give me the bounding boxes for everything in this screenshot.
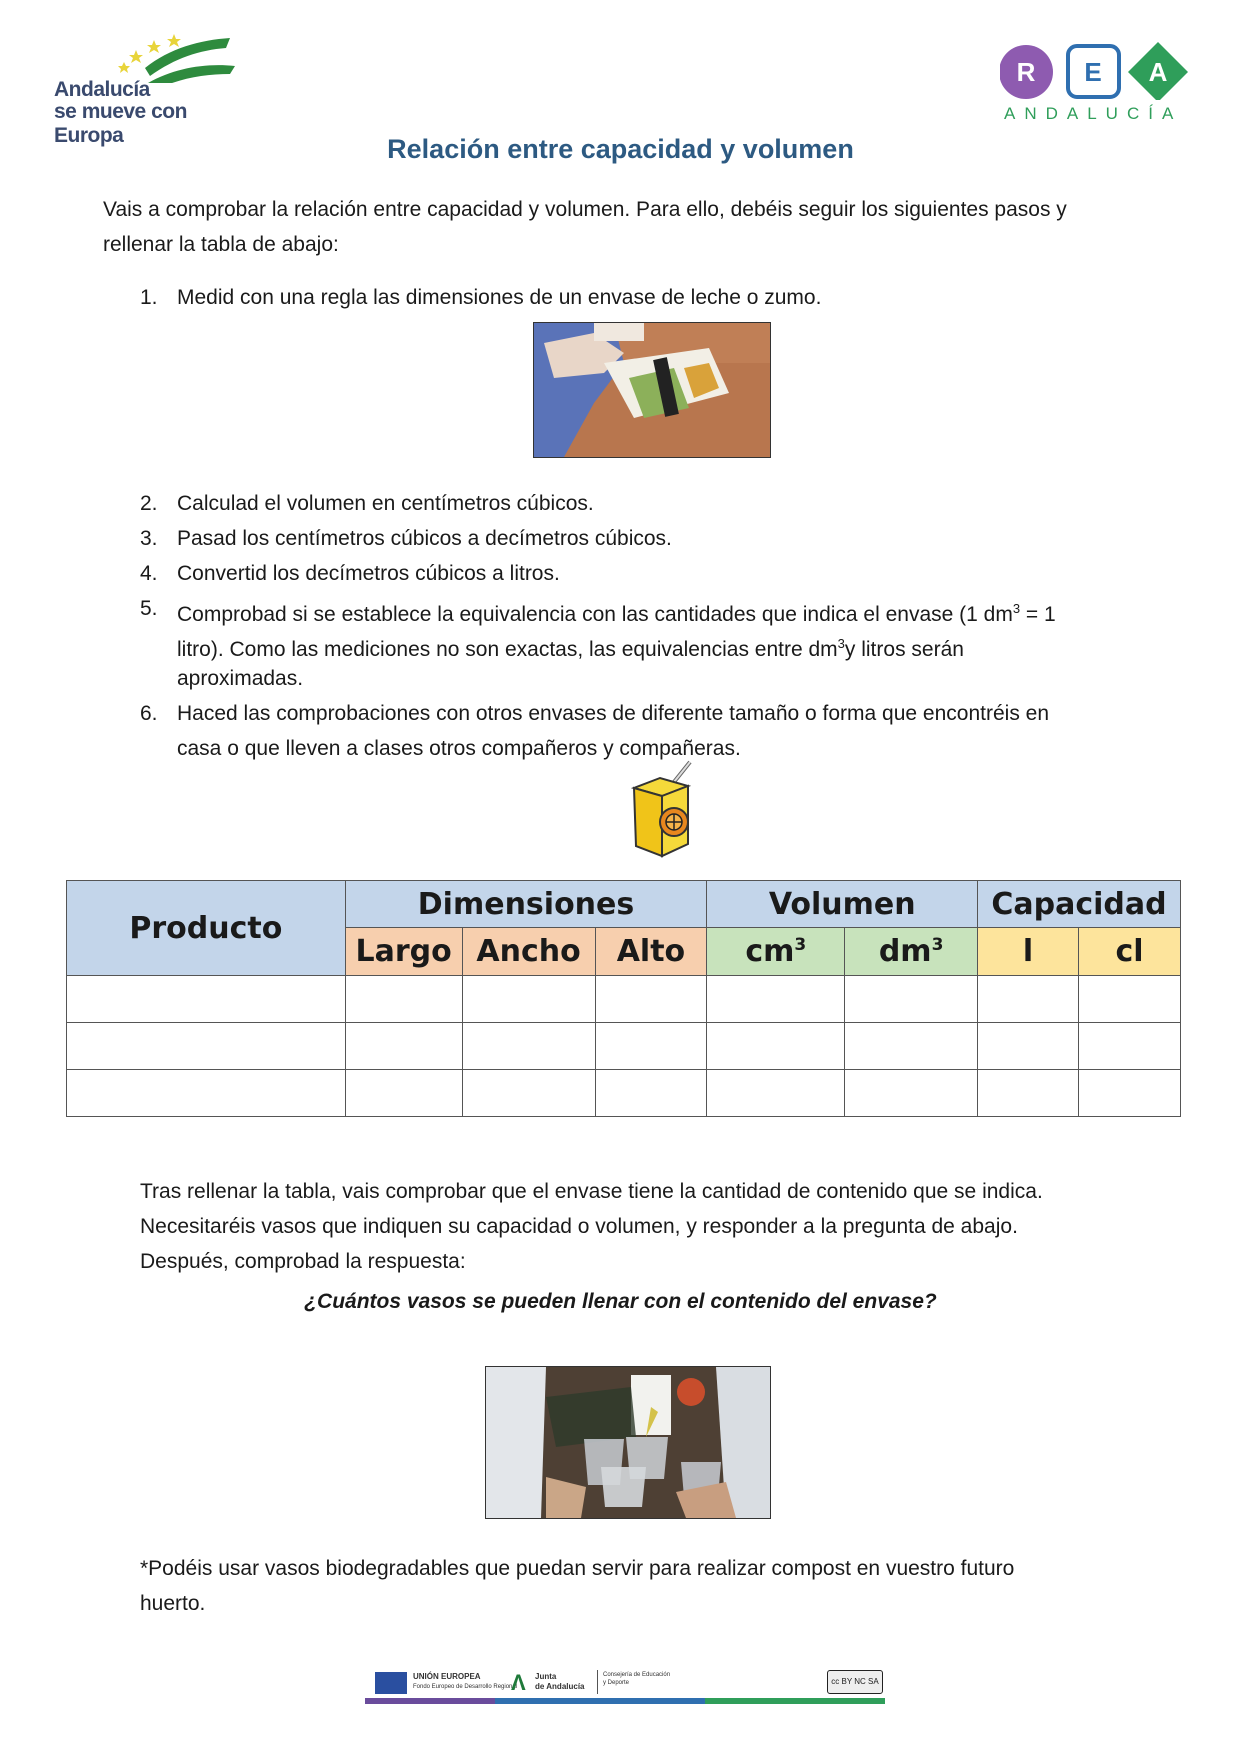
table-cell[interactable] [845,1070,978,1117]
step-number: 2. [140,492,158,515]
stars-stripes-icon [50,28,240,83]
header-capacidad: Capacidad [978,881,1181,928]
superscript-3: 3 [837,636,845,651]
step-2 [140,486,1140,521]
intro-line-2: rellenar la tabla de abajo: [103,233,339,256]
table-cell[interactable] [978,1023,1079,1070]
step-text: Convertid los decímetros cúbicos a litros. [177,562,560,585]
table-row [67,976,1181,1023]
step-1 [140,280,1140,315]
table-cell[interactable] [978,1070,1079,1117]
andalucia-europa-logo [50,28,240,147]
logo-text-andalucia: Andalucía [54,78,150,101]
rea-andalucia-logo [1000,40,1200,130]
header-dm3 [845,928,978,976]
step-number: 4. [140,562,158,585]
table-cell[interactable] [707,1023,845,1070]
junta-text-2: de Andalucía [535,1682,585,1691]
table-cell[interactable] [67,1023,346,1070]
table-cell[interactable] [595,976,707,1023]
step-number: 6. [140,702,158,725]
footer-bar-purple [365,1698,495,1704]
rea-letter-a: A [1148,57,1168,87]
table-cell[interactable] [707,1070,845,1117]
step-number: 3. [140,527,158,550]
footer-bar-blue [495,1698,705,1704]
after-line-1: Tras rellenar la tabla, vais comprobar que el envase tiene la cantidad de contenido que se indica. [140,1180,1043,1203]
table-cell[interactable] [345,1070,462,1117]
superscript-3: 3 [931,935,944,955]
table-cell[interactable] [595,1023,707,1070]
step-6-line-2: casa o que lleven a clases otros compañeros y compañeras. [177,737,741,760]
step-text: Calculad el volumen en centímetros cúbicos. [177,492,594,515]
unit-dm: dm [878,934,932,969]
step-5-line-3: aproximadas. [177,667,304,690]
consejeria-text: Consejería de Educación [603,1672,671,1678]
eu-subtitle: Fondo Europeo de Desarrollo Regional [413,1684,518,1690]
superscript-3: 3 [1012,601,1021,616]
step-4 [140,556,1140,591]
step-6-line-1: Haced las comprobaciones con otros envases de diferente tamaño o forma que encontréis en [177,702,1050,725]
header-alto: Alto [595,928,707,976]
page-title: Relación entre capacidad y volumen [387,134,854,164]
after-line-3: Después, comprobad la respuesta: [140,1250,466,1273]
step-5-text-d: y litros serán [844,638,964,661]
table-row [67,1070,1181,1117]
table-cell[interactable] [67,976,346,1023]
table-cell[interactable] [345,976,462,1023]
header-producto: Producto [67,881,346,976]
footer-bar-green [705,1698,885,1704]
header-volumen: Volumen [707,881,978,928]
table-cell[interactable] [1078,1023,1180,1070]
junta-a-icon: Λ [511,1670,526,1695]
step-text: Medid con una regla las dimensiones de un envase de leche o zumo. [177,286,822,309]
table-cell[interactable] [67,1070,346,1117]
rea-letter-r: R [1016,57,1036,87]
unit-cm: cm [745,934,795,969]
step-number: 5. [140,597,158,620]
header-cm3 [707,928,845,976]
table-cell[interactable] [978,976,1079,1023]
table-row [67,1023,1181,1070]
header-l: l [978,928,1079,976]
superscript-3: 3 [794,935,807,955]
step-5 [140,591,1140,696]
rea-letter-e: E [1084,57,1102,87]
logo-text-europa: se mueve con Europa [54,100,187,147]
table-cell[interactable] [845,976,978,1023]
photo-carton-image [534,323,770,457]
juice-box-icon [630,760,702,860]
table-cell[interactable] [1078,1070,1180,1117]
intro-line-1: Vais a comprobar la relación entre capacidad y volumen. Para ello, debéis seguir los siguientes pasos y [103,198,1067,221]
note-line-1: *Podéis usar vasos biodegradables que puedan servir para realizar compost en vuestro futuro [140,1557,1015,1580]
step-3 [140,521,1140,556]
rea-subtitle: ANDALUCÍA [1004,104,1183,123]
photo-filling-cups [485,1366,771,1519]
photo-measuring-carton [533,322,771,458]
table-cell[interactable] [707,976,845,1023]
step-5-text-a: Comprobad si se establece la equivalencia con las cantidades que indica el envase (1 dm [177,603,1013,626]
eu-title: UNIÓN EUROPEA [413,1672,481,1681]
table-cell[interactable] [462,1023,595,1070]
step-5-text-c: litro). Como las mediciones no son exactas, las equivalencias entre dm [177,638,838,661]
footer-logos [365,1666,885,1706]
header-largo: Largo [345,928,462,976]
step-5-text-b: = 1 [1020,603,1056,626]
junta-text: Junta [535,1672,557,1681]
divider [597,1670,598,1694]
header-ancho: Ancho [462,928,595,976]
step-number: 1. [140,286,158,309]
step-text: Pasad los centímetros cúbicos a decímetros cúbicos. [177,527,672,550]
table-cell[interactable] [462,976,595,1023]
photo-cups-image [486,1367,770,1518]
header-dimensiones: Dimensiones [345,881,707,928]
step-6 [140,696,1140,766]
data-table [66,880,1181,1117]
cc-license-icon: cc BY NC SA [827,1670,883,1694]
consejeria-text-2: y Deporte [603,1680,630,1686]
after-line-2: Necesitaréis vasos que indiquen su capacidad o volumen, y responder a la pregunta de abajo. [140,1215,1018,1238]
table-cell[interactable] [345,1023,462,1070]
table-cell[interactable] [1078,976,1180,1023]
header-cl: cl [1078,928,1180,976]
eu-flag-icon [375,1672,407,1694]
table-cell[interactable] [462,1070,595,1117]
question: ¿Cuántos vasos se pueden llenar con el contenido del envase? [304,1290,937,1313]
table-cell[interactable] [595,1070,707,1117]
table-cell[interactable] [845,1023,978,1070]
note-line-2: huerto. [140,1592,206,1615]
